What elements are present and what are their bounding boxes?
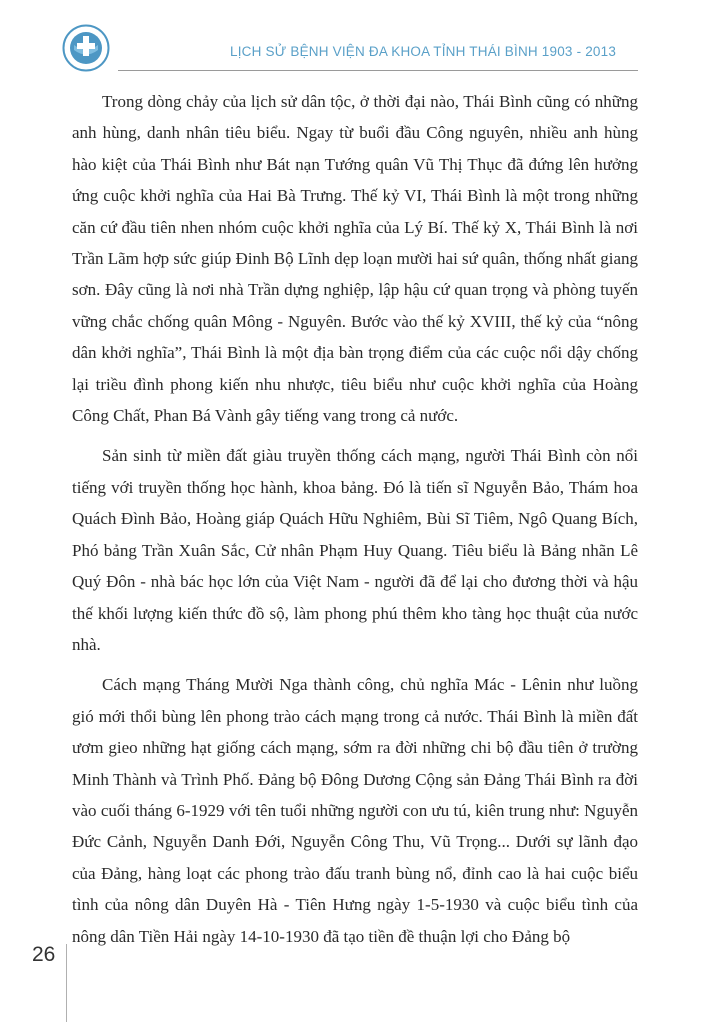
body-paragraph: Trong dòng chảy của lịch sử dân tộc, ở thời đại nào, Thái Bình cũng có những anh hùng, danh nhân tiêu biểu. Ngay từ buổi đầu Công nguyên, nhiều anh hùng hào kiệt của Thái Bình như Bát nạn Tướng quân Vũ Thị Thục đã đứng lên hưởng ứng cuộc khởi nghĩa của Hai Bà Trưng. Thế kỷ VI, Thái Bình là một trong những căn cứ đầu tiên nhen nhóm cuộc khởi nghĩa của Lý Bí. Thế kỷ X, Thái Bình là nơi Trần Lãm hợp sức giúp Đinh Bộ Lĩnh dẹp loạn mười hai sứ quân, thống nhất giang sơn. Đây cũng là nơi nhà Trần dựng nghiệp, lập hậu cứ quan trọng và phòng tuyến vững chắc chống quân Mông - Nguyên. Bước vào thế kỷ XVIII, thế kỷ của “nông dân khởi nghĩa”, Thái Bình là một địa bàn trọng điểm của các cuộc nổi dậy chống lại triều đình phong kiến nhu nhược, tiêu biểu như cuộc khởi nghĩa của Hoàng Công Chất, Phan Bá Vành gây tiếng vang trong cả nước.	[72, 92, 638, 426]
body-paragraph: Cách mạng Tháng Mười Nga thành công, chủ nghĩa Mác - Lênin như luồng gió mới thổi bùng lên phong trào cách mạng trong cả nước. Thái Bình là miền đất ươm gieo những hạt giống cách mạng, sớm ra đời những chi bộ đầu tiên ở trường Minh Thành và Trình Phố. Đảng bộ Đông Dương Cộng sản Đảng Thái Bình ra đời vào cuối tháng 6-1929 với tên tuổi những người con ưu tú, kiên trung như: Nguyễn Đức Cảnh, Nguyễn Danh Đới, Nguyễn Công Thu, Vũ Trọng... Dưới sự lãnh đạo của Đảng, hàng loạt các phong trào đấu tranh bùng nổ, đỉnh cao là hai cuộc biểu tình của nông dân Duyên Hà - Tiên Hưng ngày 1-5-1930 và cuộc biểu tình của nông dân Tiền Hải ngày 14-10-1930 đã tạo tiền đề thuận lợi cho Đảng bộ	[72, 675, 638, 946]
hospital-logo	[62, 24, 110, 72]
body-paragraph: Sản sinh từ miền đất giàu truyền thống cách mạng, người Thái Bình còn nổi tiếng với truyền thống học hành, khoa bảng. Đó là tiến sĩ Nguyễn Bảo, Thám hoa Quách Đình Bảo, Hoàng giáp Quách Hữu Nghiêm, Bùi Sĩ Tiêm, Ngô Quang Bích, Phó bảng Trần Xuân Sắc, Cử nhân Phạm Huy Quang. Tiêu biểu là Bảng nhãn Lê Quý Đôn - nhà bác học lớn của Việt Nam - người đã để lại cho đương thời và hậu thế khối lượng kiến thức đồ sộ, làm phong phú thêm kho tàng học thuật của nước nhà.	[72, 446, 638, 654]
page-number: 26	[32, 943, 56, 966]
running-header-title: LỊCH SỬ BỆNH VIỆN ĐA KHOA TỈNH THÁI BÌNH 1903 - 2013	[230, 44, 617, 59]
header-divider	[118, 70, 638, 71]
hospital-emblem-icon	[62, 24, 110, 72]
page-body	[72, 86, 638, 952]
footer-divider	[66, 944, 67, 1022]
